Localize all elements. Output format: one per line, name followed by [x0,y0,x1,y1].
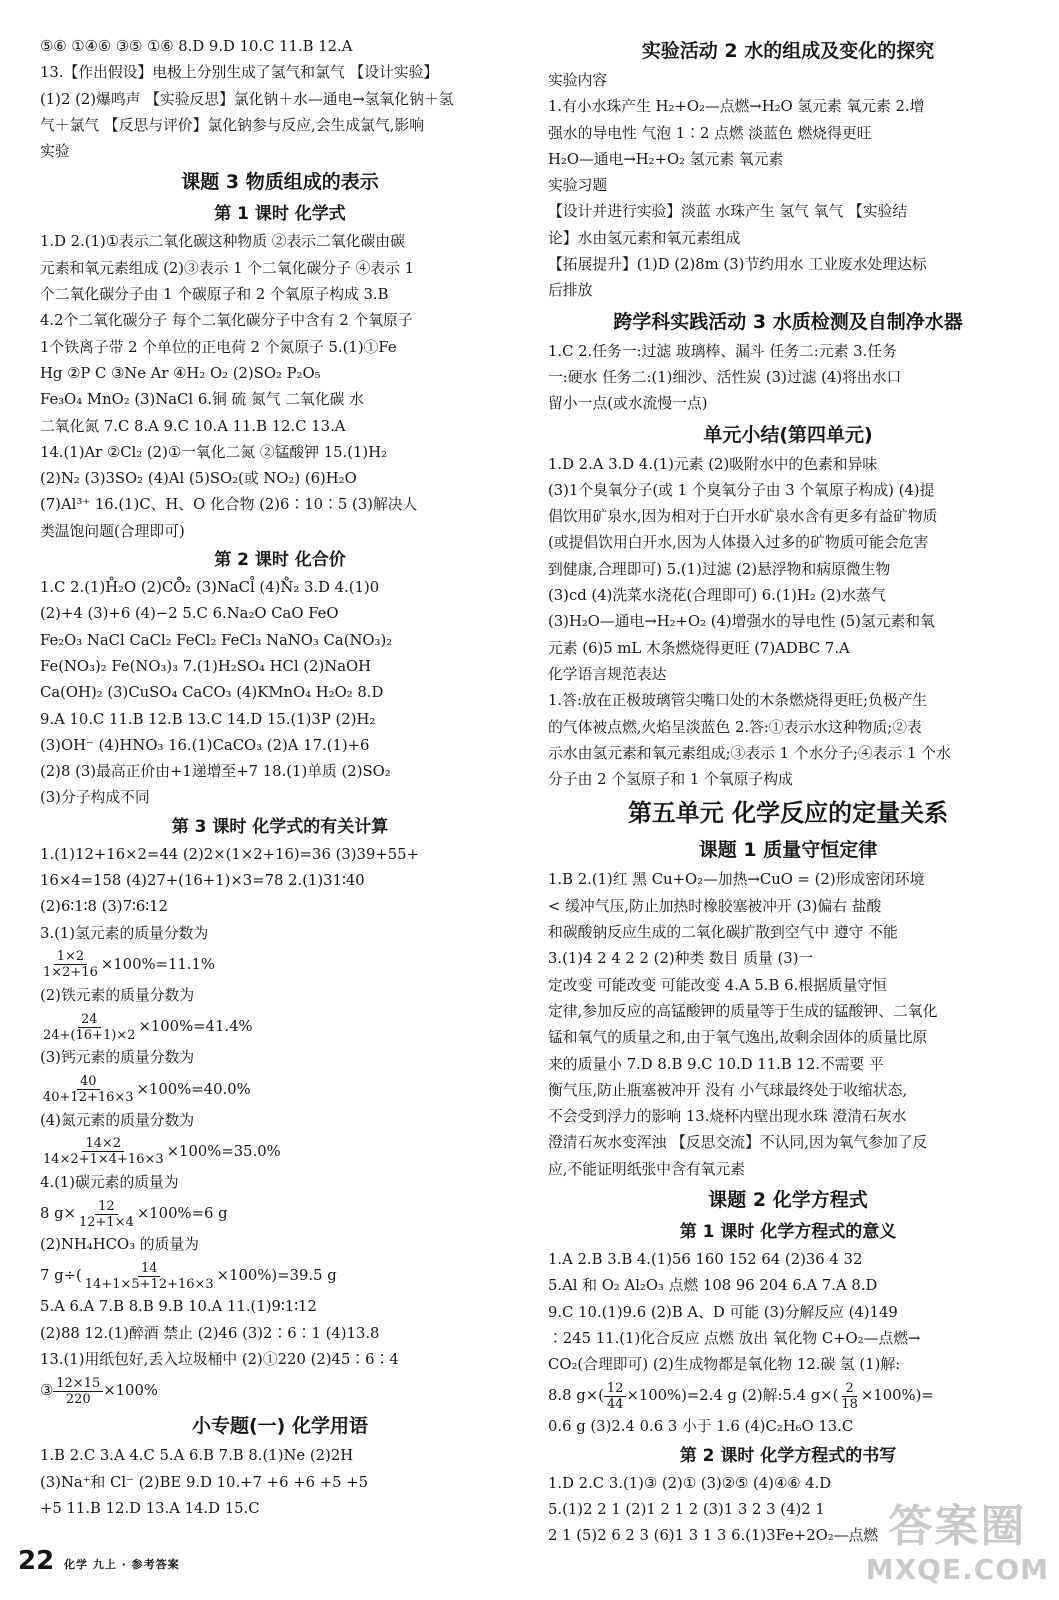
fraction-numerator: 12 [604,1381,627,1397]
answer-line: (3)钙元素的质量分数为 [40,1049,195,1067]
fraction [40,949,101,980]
answer-line: (7)Al³⁺ 16.(1)C、H、O 化合物 (2)6∶10∶5 (3)解决人 [40,496,418,514]
left-column [40,34,520,1522]
answer-line: 1.C 2.(1)H̊₂O (2)CO̊₂ (3)NaCl̊ (4)N̊₂ 3.D 4.(1)0 [40,579,380,597]
fraction-line [40,1072,520,1108]
answer-line: ∶245 11.(1)化合反应 点燃 放出 氧化物 C+O₂—点燃→ [548,1329,921,1347]
answer-line: 1.A 2.B 3.B 4.(1)56 160 152 64 (2)36 4 32 [548,1250,863,1268]
fraction-denominator: 14×2+1×4+16×3 [43,1152,164,1168]
fraction [76,1199,137,1230]
unit5-title: 第五单元 化学反应的定量关系 [627,799,949,828]
answer-line: 1个铁离子带 2 个单位的正电荷 2 个氮原子 5.(1)①Fe [40,338,397,356]
answer-line: Hg ②P C ③Ne Ar ④H₂ O₂ (2)SO₂ P₂O₅ [40,364,321,382]
answer-line: 实验内容 [548,72,608,89]
fraction-numerator: 1×2 [54,949,87,965]
special-topic-title: 小专题(一) 化学用语 [192,1415,368,1438]
answer-line: 后排放 [548,282,593,300]
fraction-tail: ×100%=11.1% [100,955,215,973]
answer-line: 1.D 2.A 3.D 4.(1)元素 (2)吸附水中的色素和异味 [548,455,878,473]
fraction-tail: ×100%=6 g [136,1205,228,1223]
answer-line: 【拓展提升】(1)D (2)8m (3)节约用水 工业废水处理达标 [548,256,927,274]
answer-line: 1.C 2.任务一:过滤 玻璃棒、漏斗 任务二:元素 3.任务 [548,342,897,360]
answer-line: 锰和氧气的质量之和,由于氧气逸出,故剩余固体的质量比原 [548,1029,928,1047]
unit4-summary-title: 单元小结(第四单元) [703,423,873,446]
fraction [53,1376,103,1407]
answer-line: (2)88 12.(1)醉酒 禁止 (2)46 (3)2∶6∶1 (4)13.8 [40,1324,380,1342]
fraction-denominator: 1×2+16 [43,965,98,981]
fraction-line [40,1258,520,1294]
answer-line: Fe₃O₄ MnO₂ (3)NaCl 6.铜 硫 氮气 二氧化碳 水 [40,391,364,409]
fraction-line [40,947,520,983]
fraction-tail: ×100%)=2.4 g (2)解:5.4 g×( [626,1387,839,1405]
answer-line: (或提倡饮用白开水,因为人体摄入过多的矿物质可能会危害 [548,534,929,552]
fraction-prefix: 7 g÷( [40,1267,82,1285]
fraction-line [40,1196,520,1232]
fraction-prefix: 8.8 g×( [548,1387,604,1405]
fraction-prefix: ③ [40,1382,54,1400]
answer-line: (3)1个臭氧分子(或 1 个臭氧分子由 3 个氧原子构成) (4)提 [548,481,935,499]
fraction-line [40,1009,520,1045]
answer-line: 1.B 2.(1)红 黑 Cu+O₂—加热→CuO = (2)形成密闭环境 [548,871,925,889]
answer-line: < 缓冲气压,防止加热时橡胶塞被冲开 (3)偏右 盐酸 [548,897,882,915]
answer-line: 应,不能证明纸张中含有氧元素 [548,1160,746,1178]
answer-line: (3)Na⁺和 Cl⁻ (2)BE 9.D 10.+7 +6 +6 +5 +5 [40,1473,369,1491]
answer-line: 13.(1)用纸包好,丢入垃圾桶中 (2)①220 (2)45∶6∶4 [40,1350,399,1368]
answer-line: (4)氮元素的质量分数为 [40,1111,195,1129]
answer-line: 实验 [40,143,70,161]
answer-line: 16×4=158 (4)27+(16+1)×3=78 2.(1)31∶40 [40,872,365,890]
answer-line: 示水由氢元素和氧元素组成;③表示 1 个水分子;④表示 1 个水 [548,744,951,762]
answer-line: 5.A 6.A 7.B 8.B 9.B 10.A 11.(1)9∶1∶12 [40,1298,317,1316]
fraction-line [40,1134,520,1170]
fraction-numerator: 12×15 [53,1376,103,1392]
answer-line: (2)6∶1∶8 (3)7∶6∶12 [40,898,168,916]
answer-line: 类温饱问题(合理即可) [40,522,185,540]
fraction-prefix: 8 g× [40,1205,76,1223]
answer-line: 0.6 g (3)2.4 0.6 3 小于 1.6 (4)C₂H₆O 13.C [548,1418,854,1436]
answer-line: 论】水由氢元素和氧元素组成 [548,229,741,247]
answer-line: 和碳酸钠反应生成的二氧化碳扩散到空气中 遵守 不能 [548,924,898,942]
fraction [40,1136,167,1167]
answer-line: (2)+4 (3)+6 (4)−2 5.C 6.Na₂O CaO FeO [40,605,339,623]
answer-line: 到健康,合理即可) 5.(1)过滤 (2)悬浮物和病原微生物 [548,560,891,578]
fraction-numerator: 40 [77,1074,100,1090]
answer-line: 来的质量小 7.D 8.B 9.C 10.D 11.B 12.不需要 平 [548,1055,884,1073]
answer-line: (2)8 (3)最高正价由+1递增至+7 18.(1)单质 (2)SO₂ [40,763,391,781]
answer-line: 1.B 2.C 3.A 4.C 5.A 6.B 7.B 8.(1)Ne (2)2H [40,1447,354,1465]
answer-line: (3)OH⁻ (4)HNO₃ 16.(1)CaCO₃ (2)A 17.(1)+6 [40,736,370,754]
answer-line: CO₂(合理即可) (2)生成物都是氧化物 12.碳 氢 (1)解: [548,1356,901,1374]
answer-line: 定律,参加反应的高锰酸钾的质量等于生成的锰酸钾、二氧化 [548,1002,938,1020]
answer-line: 元素和氧元素组成 (2)③表示 1 个二氧化碳分子 ④表示 1 [40,259,415,277]
topic2-title: 课题 2 化学方程式 [708,1188,868,1211]
fraction-tail: ×100% [103,1382,158,1400]
answer-line: 9.C 10.(1)9.6 (2)B A、D 可能 (3)分解反应 (4)149 [548,1303,898,1321]
answer-line: 1.(1)12+16×2=44 (2)2×(1×2+16)=36 (3)39+55+ [40,845,419,863]
answer-line: 5.Al 和 O₂ Al₂O₃ 点燃 108 96 204 6.A 7.A 8.D [548,1277,878,1295]
fraction-numerator: 14×2 [82,1136,124,1152]
answer-line: 4.2个二氧化碳分子 每个二氧化碳分子中含有 2 个氧原子 [40,312,413,330]
answer-line: 元素 (6)5 mL 木条燃烧得更旺 (7)ADBC 7.A [548,639,850,657]
topic2-lesson1-title: 第 1 课时 化学方程式的意义 [679,1221,897,1242]
answer-line: (3)分子构成不同 [40,789,150,807]
answer-line: Ca(OH)₂ (3)CuSO₄ CaCO₃ (4)KMnO₄ H₂O₂ 8.D [40,684,384,702]
lesson-title-3: 第 3 课时 化学式的有关计算 [171,816,389,837]
fraction [40,1074,137,1105]
answer-line: Fe(NO₃)₂ Fe(NO₃)₃ 7.(1)H₂SO₄ HCl (2)NaOH [40,657,372,675]
answer-line: 9.A 10.C 11.B 12.B 13.C 14.D 15.(1)3P (2)H₂ [40,710,376,728]
answer-line: 衡气压,防止瓶塞被冲开 没有 小气球最终处于收缩状态, [548,1081,908,1099]
answer-line: 强水的导电性 气泡 1∶2 点燃 淡蓝色 燃烧得更旺 [548,124,872,142]
lesson-title-1: 第 1 课时 化学式 [214,204,346,225]
watermark-bottom: MXQE.COM [865,1553,1049,1586]
watermark-top: 答案圈 [888,1501,1027,1552]
topic1-title: 课题 1 质量守恒定律 [698,839,878,862]
answer-line: 化学语言规范表达 [548,665,667,683]
section-title-topic3: 课题 3 物质组成的表示 [181,171,379,194]
fraction-numerator: 24 [78,1012,101,1028]
lesson-title-2: 第 2 课时 化合价 [214,550,346,571]
answer-line: 1.D 2.C 3.(1)③ (2)① (3)②⑤ (4)④⑥ 4.D [548,1474,832,1492]
answer-line: 1.D 2.(1)①表示二氧化碳这种物质 ②表示二氧化碳由碳 [40,233,405,251]
answer-line: 二氧化氮 7.C 8.A 9.C 10.A 11.B 12.C 13.A [40,417,346,435]
fraction [82,1261,217,1292]
answer-line: 2 1 (5)2 6 2 3 (6)1 3 1 3 6.(1)3Fe+2O₂—点燃 [548,1527,879,1545]
answer-line: ⑤⑥ ①④⑥ ③⑤ ①⑥ 8.D 9.D 10.C 11.B 12.A [40,38,353,55]
answer-line: 13.【作出假设】电极上分别生成了氢气和氯气 【设计实验】 [40,64,439,82]
fraction-tail: ×100%)= [860,1387,934,1405]
answer-line: 倡饮用矿泉水,因为相对于白开水矿泉水含有更多有益矿物质 [548,508,938,526]
answer-line: +5 11.B 12.D 13.A 14.D 15.C [40,1499,260,1517]
fraction [838,1381,861,1412]
fraction-denominator: 44 [606,1396,624,1412]
answer-line: 1.答:放在正极玻璃管尖嘴口处的木条燃烧得更旺;负极产生 [548,692,928,710]
fraction [40,1012,138,1043]
fraction-numerator: 2 [842,1381,856,1397]
answer-line: Fe₂O₃ NaCl CaCl₂ FeCl₂ FeCl₃ NaNO₃ Ca(NO₃)₂ [40,631,393,649]
fraction-tail: ×100%=35.0% [166,1142,281,1160]
fraction-tail: ×100%)=39.5 g [216,1267,337,1285]
answer-line: 一:硬水 任务二:(1)细沙、活性炭 (3)过滤 (4)将出水口 [548,368,902,386]
fraction-denominator: 18 [841,1396,858,1412]
right-column [548,34,1028,1550]
fraction [604,1381,627,1412]
watermark-logo [866,1500,1049,1586]
fraction-tail: ×100%=41.4% [138,1018,253,1036]
fraction-denominator: 12+1×4 [79,1214,134,1230]
fraction-denominator: 40+12+16×3 [43,1090,134,1105]
fraction-numerator: 14 [138,1261,161,1277]
answer-line: (2)NH₄HCO₃ 的质量为 [40,1236,199,1254]
answer-line: 5.(1)2 2 1 (2)1 2 1 2 (3)1 3 2 3 (4)2 1 [548,1501,825,1519]
fraction-denominator: 220 [65,1391,91,1407]
fraction-tail: ×100%=40.0% [136,1080,251,1098]
answer-line: 分子由 2 个氢原子和 1 个氧原子构成 [548,771,793,789]
answer-line: (3)H₂O—通电→H₂+O₂ (4)增强水的导电性 (5)氢元素和氧 [548,613,935,631]
footer-tag: 化学 九上 · 参考答案 [64,1558,180,1571]
fraction-denominator: 24+(16+1)×2 [43,1027,136,1043]
answer-line: (2)N₂ (3)3SO₂ (4)Al (5)SO₂(或 NO₂) (6)H₂O [40,470,357,488]
answer-line: 【设计并进行实验】淡蓝 水珠产生 氢气 氧气 【实验结 [548,203,908,221]
answer-line: 个二氧化碳分子由 1 个碳原子和 2 个氧原子构成 3.B [40,286,389,304]
answer-line: 1.有小水珠产生 H₂+O₂—点燃→H₂O 氢元素 氧元素 2.增 [548,98,925,116]
answer-line: 留小一点(或水流慢一点) [548,395,708,413]
answer-line: (2)铁元素的质量分数为 [40,986,195,1004]
answer-line: 3.(1)氢元素的质量分数为 [40,924,209,942]
fraction-numerator: 12 [95,1199,118,1215]
answer-line: 澄清石灰水变浑浊 【反思交流】不认同,因为氧气参加了反 [548,1134,928,1152]
fraction-denominator: 14+1×5+12+16×3 [84,1276,214,1292]
answer-line: 不会受到浮力的影响 13.烧杯内壁出现水珠 澄清石灰水 [548,1108,907,1126]
activity3-title: 跨学科实践活动 3 水质检测及自制净水器 [613,310,963,333]
answer-line: 14.(1)Ar ②Cl₂ (2)①一氧化二氮 ②锰酸钾 15.(1)H₂ [40,443,388,461]
fraction-line [40,1373,520,1409]
page-number: 22 [18,1546,55,1576]
answer-line: 的气体被点燃,火焰呈淡蓝色 2.答:①表示水这种物质;②表 [548,718,922,736]
answer-line: 定改变 可能改变 可能改变 4.A 5.B 6.根据质量守恒 [548,976,887,994]
answer-line: H₂O—通电→H₂+O₂ 氢元素 氧元素 [548,150,784,168]
fraction-line [548,1378,1028,1414]
answer-line: 气＋氯气 【反思与评价】氯化钠参与反应,会生成氯气,影响 [40,116,425,134]
answer-line: (1)2 (2)爆鸣声 【实验反思】氯化钠＋水—通电→氢氧化钠＋氢 [40,90,454,108]
answer-line: 实验习题 [548,177,608,195]
activity2-title: 实验活动 2 水的组成及变化的探究 [641,40,935,62]
topic2-lesson2-title: 第 2 课时 化学方程式的书写 [679,1445,897,1466]
answer-line: 3.(1)4 2 4 2 2 (2)种类 数目 质量 (3)一 [548,950,814,968]
answer-line: (3)cd (4)洗菜水浇花(合理即可) 6.(1)H₂ (2)水蒸气 [548,587,886,605]
answer-line: 4.(1)碳元素的质量为 [40,1173,179,1191]
